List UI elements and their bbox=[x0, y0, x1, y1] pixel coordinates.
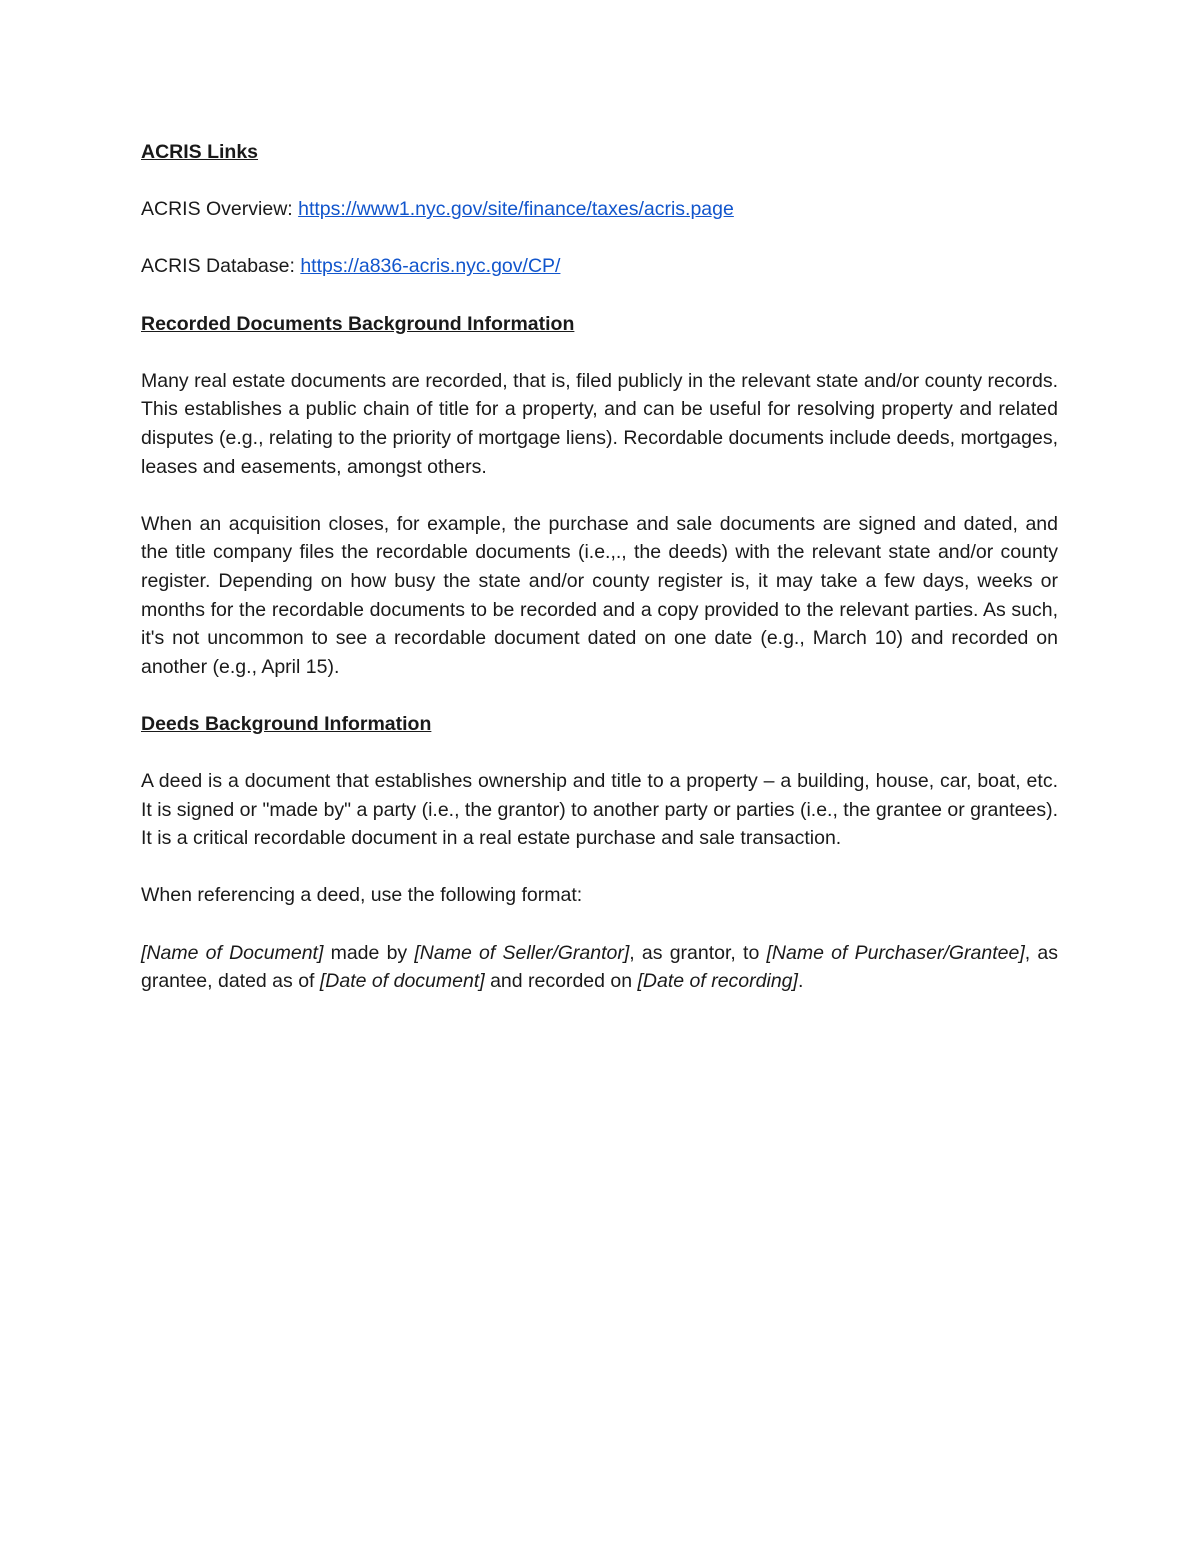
deed-format-paragraph: [Name of Document] made by [Name of Seller/Grantor], as grantor, to [Name of Purchaser/Grantee], as grantee, dated as of [Date of document] and recorded on [Date of recording]. bbox=[141, 941, 1058, 993]
deed-format-placeholder: [Date of document] bbox=[319, 970, 485, 993]
deed-format-placeholder: [Name of Purchaser/Grantee] bbox=[766, 941, 1025, 964]
document-page bbox=[141, 138, 1058, 996]
deeds-paragraph-2: When referencing a deed, use the following format: bbox=[141, 884, 583, 907]
acris-overview-label: ACRIS Overview: bbox=[141, 198, 299, 221]
acris-links-heading: ACRIS Links bbox=[141, 141, 259, 163]
recorded-documents-heading: Recorded Documents Background Information bbox=[141, 312, 575, 335]
deeds-heading: Deeds Background Information bbox=[141, 712, 432, 735]
deed-format-placeholder: [Date of recording] bbox=[637, 970, 798, 993]
acris-database-label: ACRIS Database: bbox=[141, 255, 301, 278]
deed-format-placeholder: [Name of Document] bbox=[141, 941, 324, 964]
acris-overview-link[interactable]: https://www1.nyc.gov/site/finance/taxes/acris.page bbox=[298, 198, 734, 221]
acris-database-line bbox=[141, 252, 1058, 281]
deed-format-placeholder: [Name of Seller/Grantor] bbox=[414, 941, 630, 964]
recorded-paragraph-1: Many real estate documents are recorded, that is, filed publicly in the relevant state and/or county records. This establishes a public chain of title for a property, and can be useful for resolving property and related disputes (e.g., relating to the priority of mortgage liens). Recordable documents include deeds, mortgages, leases and easements, amongst others. bbox=[141, 369, 1058, 478]
deeds-paragraph-1: A deed is a document that establishes ownership and title to a property – a building, house, car, boat, etc. It is signed or "made by" a party (i.e., the grantor) to another party or parties (i.e., the grantee or grantees). It is a critical recordable document in a real estate purchase and sale transaction. bbox=[141, 770, 1058, 850]
acris-overview-line bbox=[141, 195, 1058, 224]
acris-database-link[interactable]: https://a836-acris.nyc.gov/CP/ bbox=[300, 255, 561, 278]
recorded-paragraph-2: When an acquisition closes, for example, the purchase and sale documents are signed and dated, and the title company files the recordable documents (i.e.,., the deeds) with the relevant state and/or county register. Depending on how busy the state and/or county register is, it may take a few days, weeks or months for the recordable documents to be recorded and a copy provided to the relevant parties. As such, it's not uncommon to see a recordable document dated on one date (e.g., March 10) and recorded on another (e.g., April 15). bbox=[141, 512, 1058, 678]
